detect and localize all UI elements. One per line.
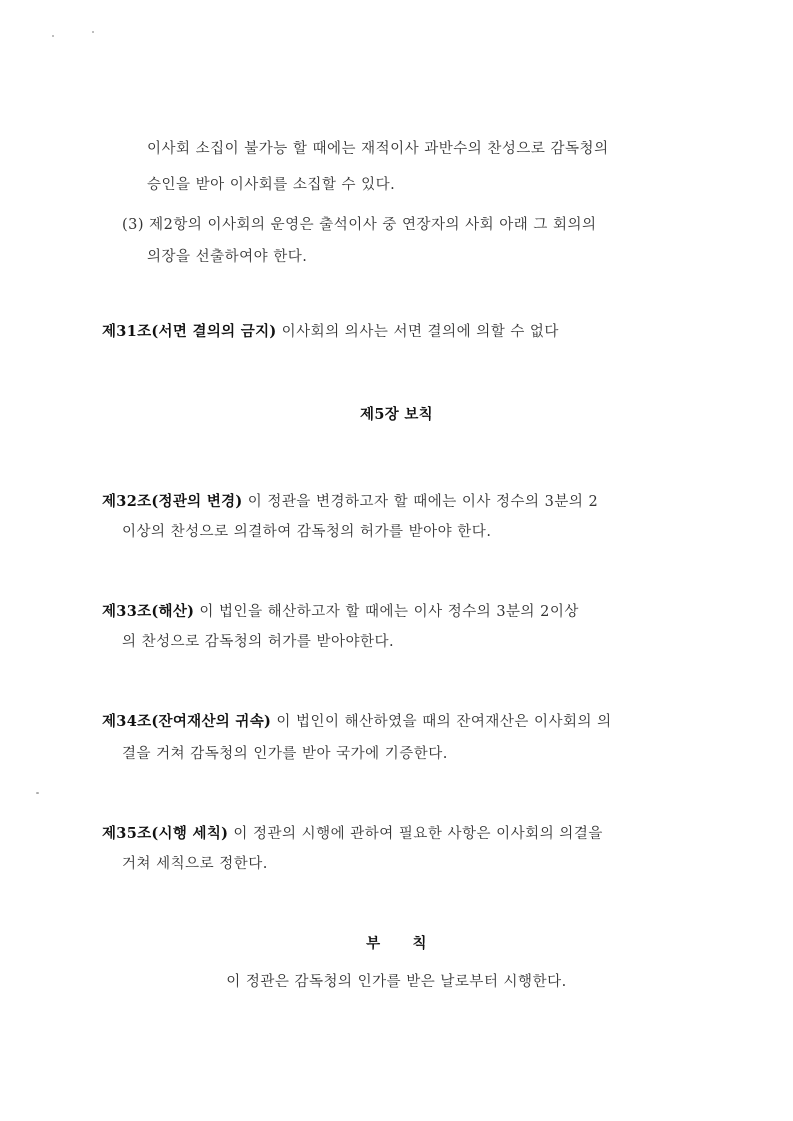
article-34-line2: 결을 거쳐 감독청의 인가를 받아 국가에 기증한다. [122, 746, 448, 762]
article-32-text: 이 정관을 변경하고자 할 때에는 이사 정수의 3분의 2 [242, 494, 599, 510]
article-31 [102, 320, 559, 341]
article-35-line2: 거쳐 세칙으로 정한다. [122, 856, 268, 872]
article-34-text: 이 법인이 해산하였을 때의 잔여재산은 이사회의 의 [271, 714, 612, 730]
article-33-line2: 의 찬성으로 감독청의 허가를 받아야한다. [122, 634, 395, 650]
scan-speck [52, 35, 54, 37]
chapter-heading: 제5장 보칙 [360, 406, 433, 423]
article-31-heading: 제31조(서면 결의의 금지) [102, 323, 277, 340]
article-31-text: 이사회의 의사는 서면 결의에 의할 수 없다 [276, 324, 559, 340]
article-35-heading: 제35조(시행 세칙) [102, 825, 229, 842]
supplementary-title: 부 칙 [366, 935, 427, 952]
article-32 [102, 490, 598, 511]
article-33-text: 이 법인을 해산하고자 할 때에는 이사 정수의 3분의 2이상 [194, 604, 579, 620]
article-34 [102, 710, 612, 731]
paragraph-line: 승인을 받아 이사회를 소집할 수 있다. [147, 177, 396, 193]
article-35-text: 이 정관의 시행에 관하여 필요한 사항은 이사회의 의결을 [228, 826, 603, 842]
clause-3-line: (3) 제2항의 이사회의 운영은 출석이사 중 연장자의 사회 아래 그 회의의 [122, 217, 597, 233]
clause-3-line: 의장을 선출하여야 한다. [147, 249, 308, 265]
article-32-line2: 이상의 찬성으로 의결하여 감독청의 허가를 받아야 한다. [122, 524, 492, 540]
article-33-heading: 제33조(해산) [102, 603, 195, 620]
article-35 [102, 822, 603, 843]
scan-speck [36, 792, 39, 794]
article-33 [102, 600, 579, 621]
scan-speck [92, 31, 94, 33]
article-34-heading: 제34조(잔여재산의 귀속) [102, 713, 272, 730]
article-32-heading: 제32조(정관의 변경) [102, 493, 243, 510]
supplementary-text: 이 정관은 감독청의 인가를 받은 날로부터 시행한다. [226, 974, 567, 990]
paragraph-line: 이사회 소집이 불가능 할 때에는 재적이사 과반수의 찬성으로 감독청의 [147, 141, 609, 157]
